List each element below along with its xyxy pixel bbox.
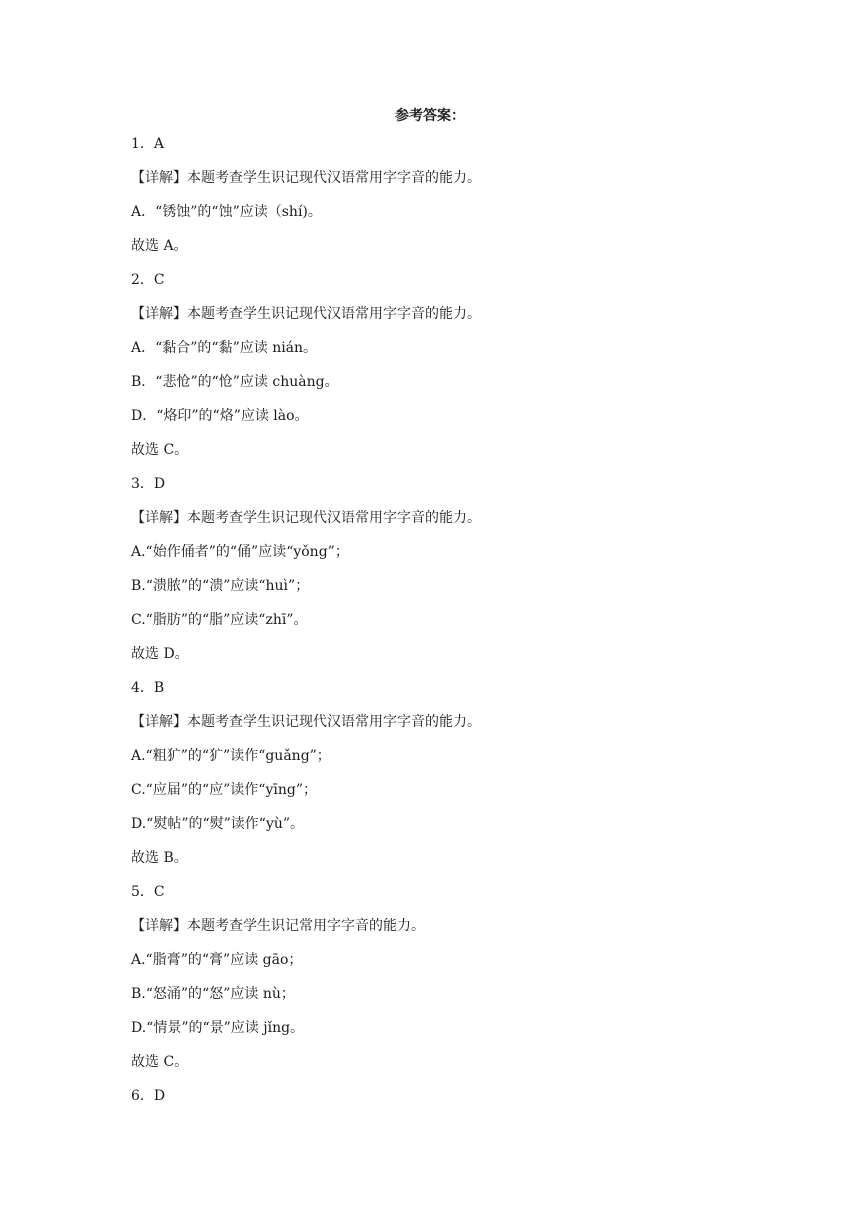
detail-line: 【详解】本题考查学生识记现代汉语常用字字音的能力。 bbox=[131, 306, 481, 322]
answer-number: 5．C bbox=[131, 884, 165, 900]
option-line: A.“始作俑者”的“俑”应读“yǒng”； bbox=[131, 544, 349, 560]
option-line: D.“情景”的“景”应读 jǐng。 bbox=[131, 1020, 305, 1036]
detail-line: 【详解】本题考查学生识记现代汉语常用字字音的能力。 bbox=[131, 714, 481, 730]
option-line: B．“悲怆”的“怆”应读 chuàng。 bbox=[131, 374, 339, 390]
option-line: C.“应届”的“应”读作“yīng”； bbox=[131, 782, 317, 798]
option-line: B.“溃脓”的“溃”应读“huì”； bbox=[131, 578, 310, 594]
detail-line: 【详解】本题考查学生识记常用字字音的能力。 bbox=[131, 918, 425, 934]
answer-number: 2．C bbox=[131, 272, 165, 288]
conclusion-line: 故选 B。 bbox=[131, 850, 188, 866]
answer-number: 3．D bbox=[131, 476, 166, 492]
detail-line: 【详解】本题考查学生识记现代汉语常用字字音的能力。 bbox=[131, 170, 481, 186]
conclusion-line: 故选 D。 bbox=[131, 646, 189, 662]
option-line: A．“黏合”的“黏”应读 nián。 bbox=[131, 340, 318, 356]
option-line: A．“锈蚀”的“蚀”应读（shí)。 bbox=[131, 204, 322, 220]
answer-number: 6．D bbox=[131, 1088, 166, 1104]
answer-number: 1．A bbox=[131, 136, 165, 152]
option-line: B.“怒涌”的“怒”应读 nù； bbox=[131, 986, 295, 1002]
option-line: C.“脂肪”的“脂”应读“zhī”。 bbox=[131, 612, 308, 628]
option-line: A.“脂膏”的“膏”应读 gāo； bbox=[131, 952, 303, 968]
option-line: D.“熨帖”的“熨”读作“yù”。 bbox=[131, 816, 305, 832]
option-line: D．“烙印”的“烙”应读 lào。 bbox=[131, 408, 309, 424]
answer-number: 4．B bbox=[131, 680, 165, 696]
option-line: A.“粗犷”的“犷”读作“guǎng”； bbox=[131, 748, 331, 764]
page-title: 参考答案： bbox=[395, 108, 465, 124]
conclusion-line: 故选 C。 bbox=[131, 1054, 189, 1070]
detail-line: 【详解】本题考查学生识记现代汉语常用字字音的能力。 bbox=[131, 510, 481, 526]
answer-content bbox=[131, 132, 751, 1118]
conclusion-line: 故选 C。 bbox=[131, 442, 189, 458]
conclusion-line: 故选 A。 bbox=[131, 238, 188, 254]
